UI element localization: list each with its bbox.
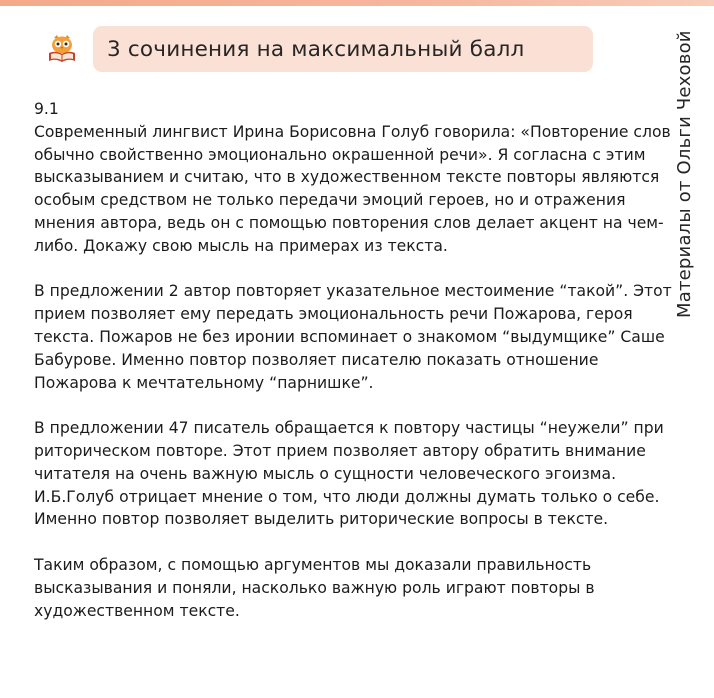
essay-paragraph-example-2: В предложении 47 писатель обращается к повтору частицы “неужели” при риторическом повторе. Этот прием позволяет автору обратить внимание читателя на очень важную мысль о сущности человеческого эгоизма. И.Б.Голуб отрицает мнение о том, что люди должны думать только о себе. Именно повтор позволяет выделить риторические вопросы в тексте.: [34, 419, 664, 529]
essay-number: 9.1: [34, 100, 59, 118]
essay-paragraph-conclusion: Таким образом, с помощью аргументов мы доказали правильность высказывания и поняли, насколько важную роль играют повторы в художественном тексте.: [34, 555, 595, 620]
essay-paragraph-example-1: В предложении 2 автор повторяет указательное местоимение “такой”. Этот прием позволяет ему передать эмоциональность речи Пожарова, героя текста. Пожаров не без иронии вспоминает о знакомом “выдумщике” Саше Бабурове. Именно повтор позволяет писателю показать отношение Пожарова к мечтательному “парнишке”.: [34, 282, 672, 392]
top-accent-bar: [0, 0, 714, 6]
page-title: 3 сочинения на максимальный балл: [107, 36, 525, 62]
side-author-label: Материалы от Ольги Чеховой: [674, 30, 695, 318]
essay-body: [34, 98, 674, 622]
header-title-pill: [93, 26, 593, 72]
owl-book-icon: [46, 32, 78, 64]
essay-paragraph-intro: Современный лингвист Ирина Борисовна Голуб говорила: «Повторение слов обычно свойственно эмоционально окрашенной речи». Я согласна с этим высказыванием и считаю, что в художественном тексте повторы являются особым средством не только передачи эмоций героев, но и отражения мнения автора, ведь он с помощью повторения слов делает акцент на чем-либо. Докажу свою мысль на примерах из текста.: [34, 122, 671, 255]
